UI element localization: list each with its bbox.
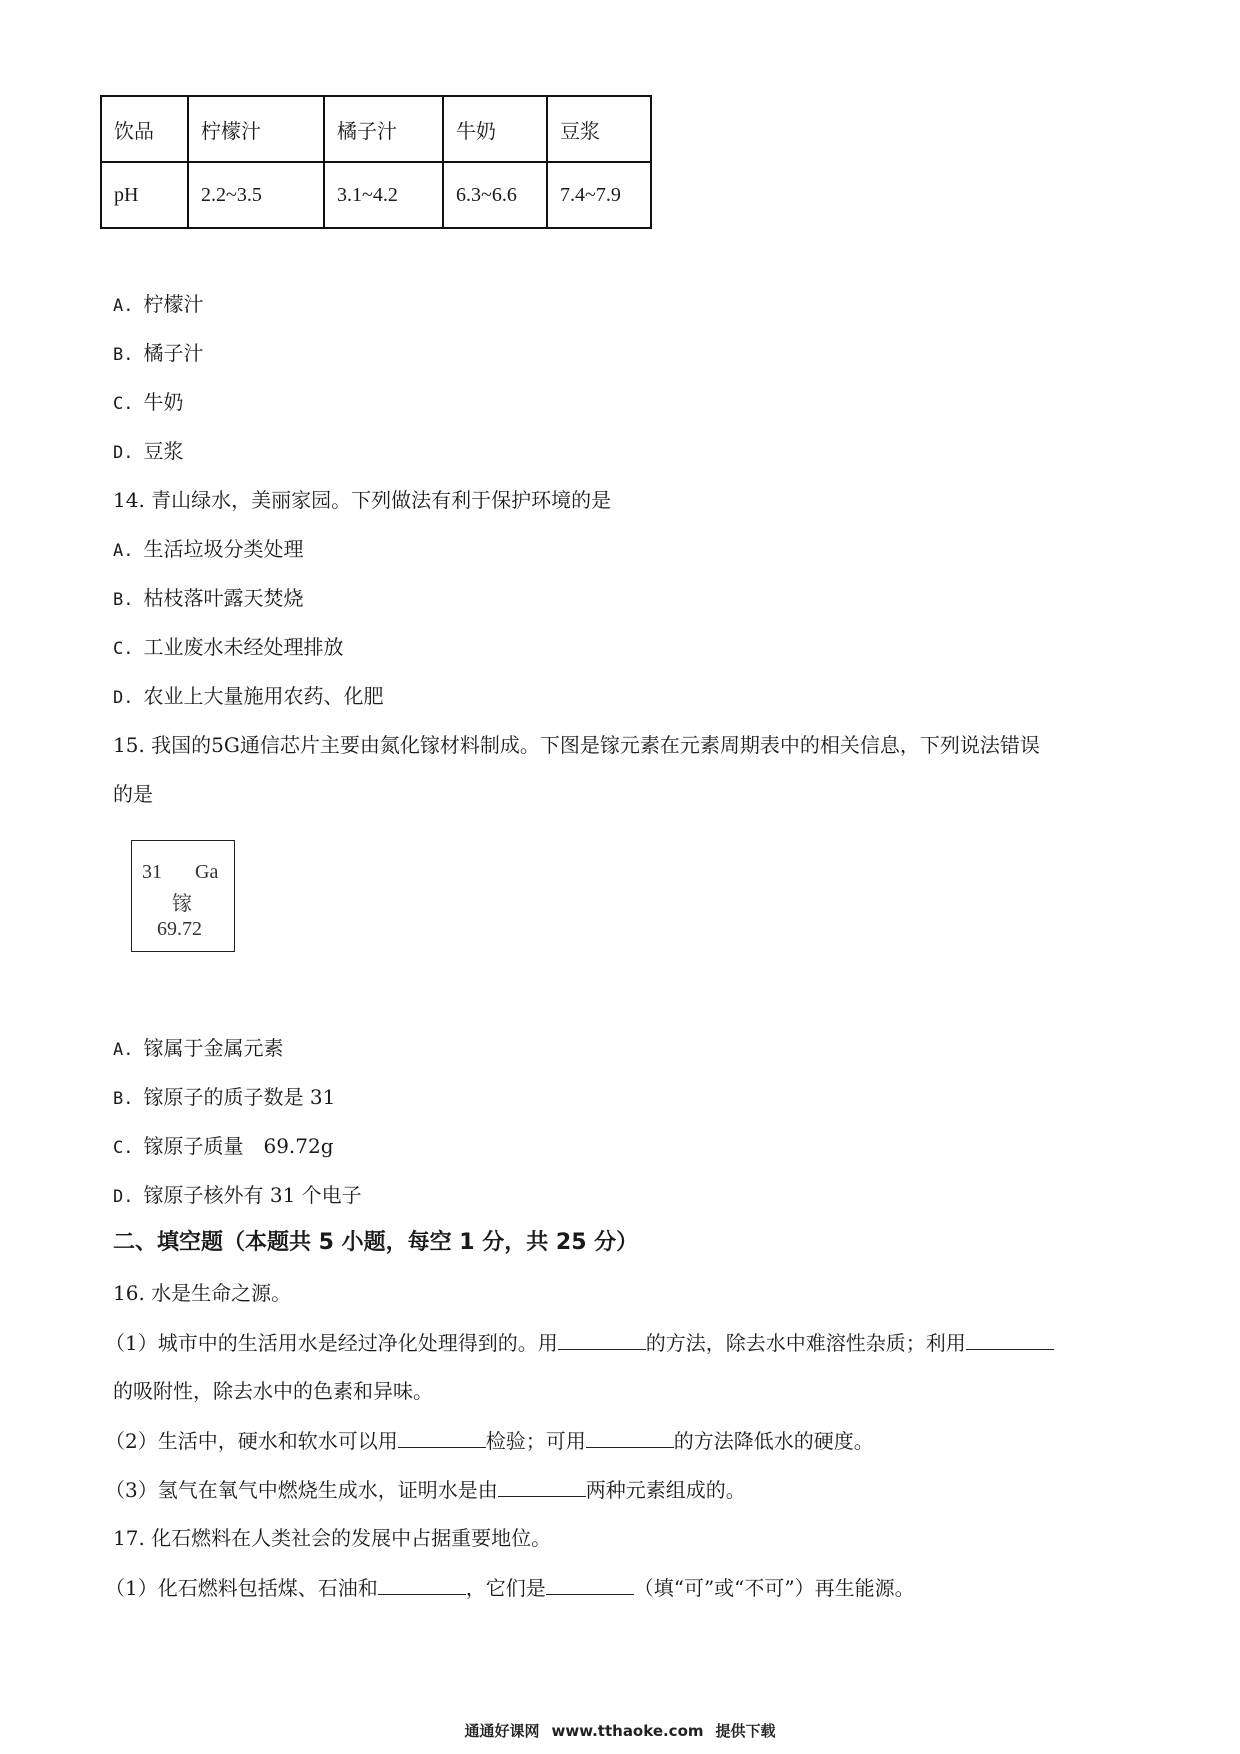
option-text: 镓原子核外有 31 个电子 [143,1183,362,1207]
ph-table-value-row [101,162,651,228]
q15-option-a [113,1035,283,1063]
q15-option-b [113,1084,335,1112]
q16-stem: 16. 水是生命之源。 [113,1281,292,1305]
option-letter: C. [113,394,134,414]
option-text: 柠檬汁 [143,292,204,316]
option-text: 牛奶 [143,390,184,414]
option-letter: D. [113,688,134,708]
q16-part3 [105,1476,746,1503]
option-text: 镓原子质量 69.72g [143,1134,334,1158]
text-segment: （3）氢气在氧气中燃烧生成水，证明水是由 [105,1478,498,1502]
option-letter: D. [113,1187,134,1207]
option-text: 农业上大量施用农药、化肥 [143,684,384,708]
q15-option-c [113,1133,334,1161]
q14-option-d [113,683,383,711]
answer-blank[interactable] [398,1427,486,1448]
q15-stem-line2: 的是 [113,782,153,806]
q13-option-d [113,438,183,466]
text-segment: ，它们是 [465,1576,546,1600]
option-letter: A. [113,541,134,561]
option-letter: A. [113,296,134,316]
footer-site-name: 通通好课网 [464,1722,540,1740]
table-cell: 6.3~6.6 [443,162,547,228]
option-letter: A. [113,1040,134,1060]
option-letter: B. [113,590,134,610]
q13-option-b [113,340,203,368]
q15-stem-line1: 15. 我国的5G通信芯片主要由氮化镓材料制成。下图是镓元素在元素周期表中的相关信息，下列说法错误 [113,733,1040,757]
table-cell: 饮品 [101,96,188,162]
q16-part1-line2: 的吸附性，除去水中的色素和异味。 [113,1379,433,1403]
answer-blank[interactable] [586,1427,674,1448]
q14-option-b [113,585,303,613]
q17-part1 [105,1574,915,1601]
table-cell: 牛奶 [443,96,547,162]
table-cell: 3.1~4.2 [324,162,443,228]
q16-part2 [105,1427,874,1454]
option-letter: B. [113,345,134,365]
q15-option-d [113,1182,362,1210]
option-letter: C. [113,1138,134,1158]
answer-blank[interactable] [546,1574,634,1595]
q16-part1-line1 [105,1329,1054,1356]
text-segment: 的方法降低水的硬度。 [673,1429,874,1453]
option-text: 橘子汁 [143,341,204,365]
text-segment: （2）生活中，硬水和软水可以用 [105,1429,398,1453]
element-symbol: Ga [195,861,219,883]
footer-note: 提供下载 [715,1722,776,1740]
section-heading: 二、填空题（本题共 5 小题，每空 1 分，共 25 分） [113,1230,639,1255]
table-cell: 豆浆 [547,96,651,162]
option-text: 豆浆 [143,439,184,463]
atomic-number: 31 [142,861,162,883]
answer-blank[interactable] [378,1574,466,1595]
q14-option-c [113,634,343,662]
text-segment: 的方法，除去水中难溶性杂质；利用 [645,1331,966,1355]
text-segment: （1）化石燃料包括煤、石油和 [105,1576,378,1600]
text-segment: （填“可”或“不可”）再生能源。 [633,1576,915,1600]
option-text: 生活垃圾分类处理 [143,537,304,561]
q14-option-a [113,536,303,564]
ph-table-header-row [101,96,651,162]
text-segment: （1）城市中的生活用水是经过净化处理得到的。用 [105,1331,558,1355]
atomic-mass: 69.72 [157,918,202,940]
ph-table [100,95,652,229]
q17-stem: 17. 化石燃料在人类社会的发展中占据重要地位。 [113,1526,552,1550]
option-text: 镓原子的质子数是 31 [143,1085,336,1109]
gallium-element-card [131,840,235,952]
table-cell: 2.2~3.5 [188,162,324,228]
option-text: 镓属于金属元素 [143,1036,284,1060]
option-letter: B. [113,1089,134,1109]
answer-blank[interactable] [558,1329,646,1350]
q13-option-c [113,389,183,417]
q14-stem: 14. 青山绿水，美丽家园。下列做法有利于保护环境的是 [113,488,612,512]
answer-blank[interactable] [966,1329,1054,1350]
option-text: 枯枝落叶露天焚烧 [143,586,304,610]
option-text: 工业废水未经处理排放 [143,635,344,659]
table-cell: 7.4~7.9 [547,162,651,228]
table-cell: 橘子汁 [324,96,443,162]
text-segment: 两种元素组成的。 [585,1478,746,1502]
table-cell: 柠檬汁 [188,96,324,162]
answer-blank[interactable] [498,1476,586,1497]
page-footer [0,1720,1240,1741]
option-letter: C. [113,639,134,659]
option-letter: D. [113,443,134,463]
footer-url[interactable]: www.tthaoke.com [551,1722,704,1740]
table-cell: pH [101,162,188,228]
q13-option-a [113,291,203,319]
text-segment: 检验；可用 [485,1429,586,1453]
element-name: 镓 [172,891,192,915]
